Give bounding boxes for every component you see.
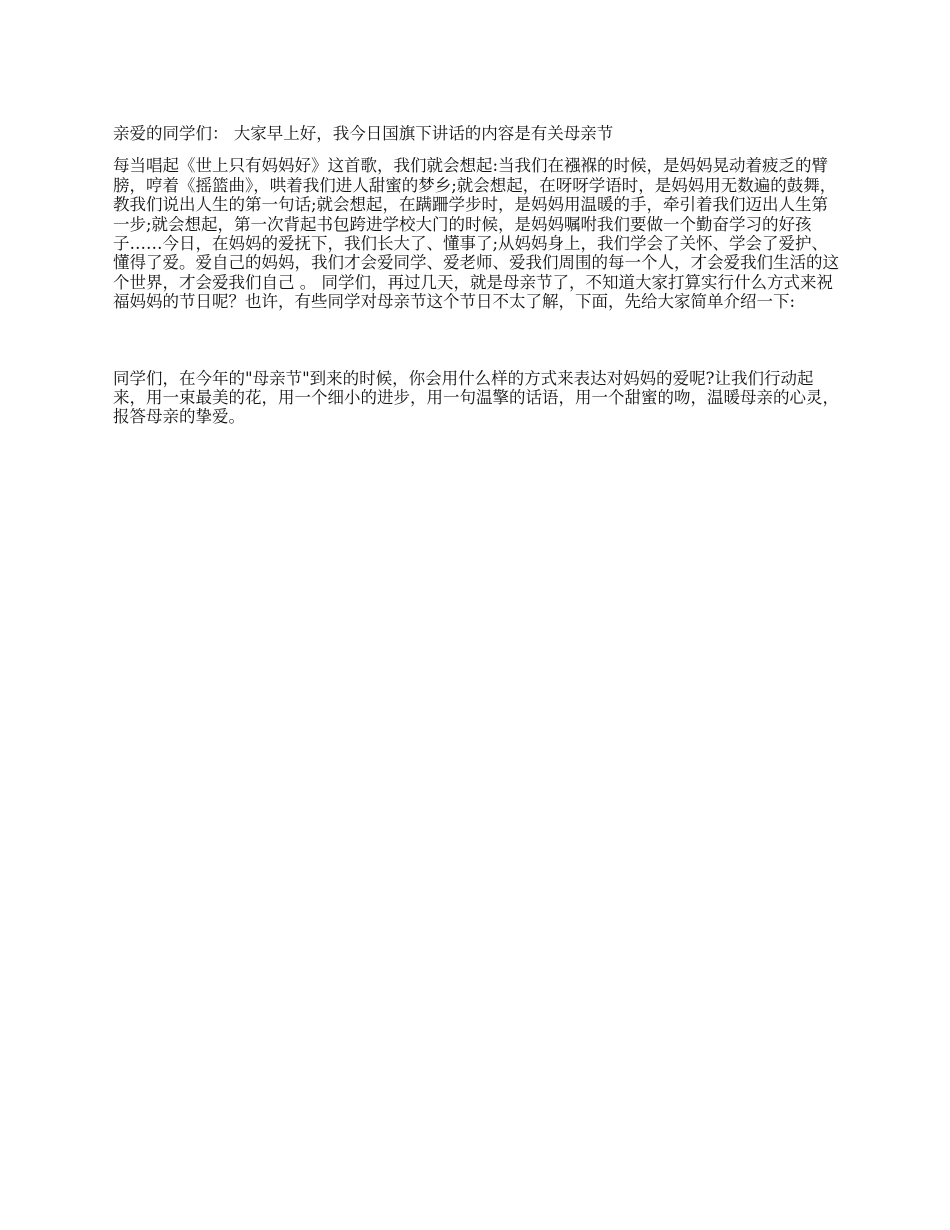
document-body <box>113 124 843 427</box>
paragraph-spacer <box>113 312 843 369</box>
closing-paragraph: 同学们，在今年的"母亲节"到来的时候，你会用什么样的方式来表达对妈妈的爱呢?让我们行动起来，用一束最美的花，用一个细小的进步，用一句温擎的话语，用一个甜蜜的吻，温暖母亲的心灵，报答母亲的挚爱。 <box>113 368 839 427</box>
greeting-paragraph: 亲爱的同学们： 大家早上好，我今日国旗下讲话的内容是有关母亲节 <box>113 124 614 143</box>
body-paragraph: 每当唱起《世上只有妈妈好》这首歌，我们就会想起:当我们在襁褓的时候，是妈妈晃动着疲乏的臂膀，哼着《摇篮曲》，哄着我们进人甜蜜的梦乡;就会想起，在呀呀学语时，是妈妈用无数遍的鼓舞，教我们说出人生的第一句话;就会想起，在蹒跚学步时，是妈妈用温暖的手，牵引着我们迈出人生第一步;就会想起，第一次背起书包跨进学校大门的时候，是妈妈嘱咐我们要做一个勤奋学习的好孩子……今日，在妈妈的爱抚下，我们长大了、懂事了;从妈妈身上，我们学会了关怀、学会了爱护、懂得了爱。爱自己的妈妈，我们才会爱同学、爱老师、爱我们周围的每一个人，才会爱我们生活的这个世界，才会爱我们自己 。 同学们，再过几天，就是母亲节了，不知道大家打算实行什么方式来祝福妈妈的节日呢？也许，有些同学对母亲节这个节日不太了解，下面，先给大家简单介绍一下: <box>113 156 839 312</box>
